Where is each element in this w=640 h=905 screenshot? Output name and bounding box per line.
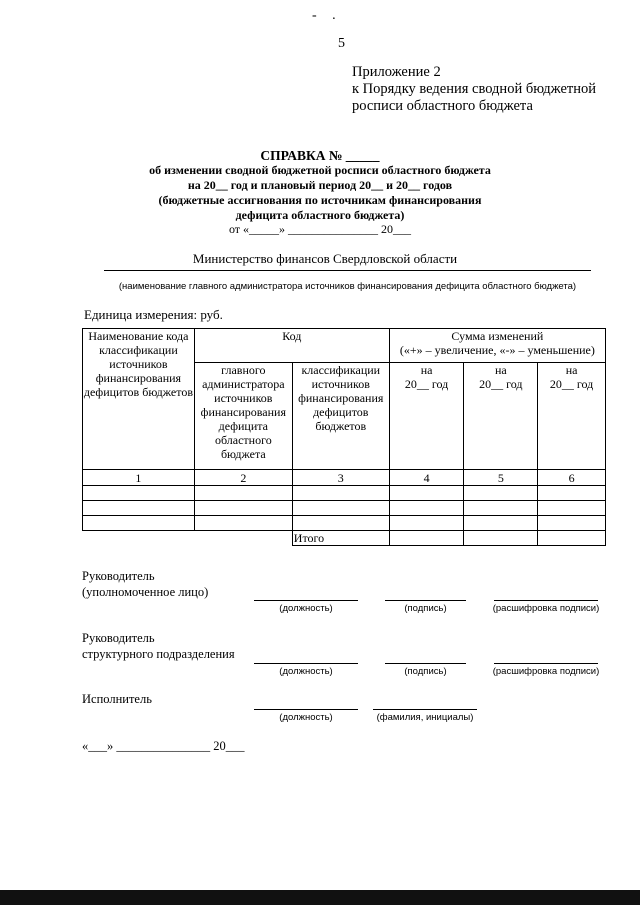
dept-decoding-caption: (расшифровка подписи) bbox=[492, 666, 600, 677]
title-date: от «_____» _______________ 20___ bbox=[228, 222, 412, 236]
cell bbox=[389, 501, 464, 516]
total-label: Итого bbox=[292, 531, 389, 546]
head-position-caption: (должность) bbox=[279, 603, 333, 614]
head-label-line-2: (уполномоченное лицо) bbox=[82, 585, 209, 599]
cell bbox=[389, 486, 464, 501]
cell bbox=[83, 486, 195, 501]
empty-cell bbox=[83, 531, 195, 546]
cell bbox=[464, 486, 538, 501]
header-code-admin: главного администратора источников финансирования дефицита областного бюджета bbox=[194, 363, 292, 470]
head-decoding-caption: (расшифровка подписи) bbox=[492, 603, 600, 614]
head-decoding-line bbox=[494, 600, 598, 601]
document-title bbox=[120, 148, 520, 223]
table-row bbox=[83, 486, 606, 501]
cell bbox=[292, 501, 389, 516]
scan-edge bbox=[0, 890, 640, 905]
header-sum-note: («+» – увеличение, «-» – уменьшение) bbox=[399, 343, 595, 357]
head-position-line bbox=[254, 600, 358, 601]
total-cell bbox=[464, 531, 538, 546]
dept-signature-line bbox=[385, 663, 466, 664]
footer-date: «___» _______________ 20___ bbox=[82, 739, 245, 753]
dept-label-line-2: структурного подразделения bbox=[82, 647, 235, 661]
ministry-name: Министерство финансов Свердловской области bbox=[192, 251, 458, 266]
head-signature-caption: (подпись) bbox=[404, 603, 447, 614]
col-num: 4 bbox=[389, 470, 464, 486]
header-code: Код bbox=[194, 329, 389, 363]
col-num: 3 bbox=[292, 470, 389, 486]
ministry-underline bbox=[104, 270, 591, 271]
head-signature-line bbox=[385, 600, 466, 601]
col-num: 6 bbox=[538, 470, 606, 486]
dept-position-line bbox=[254, 663, 358, 664]
year-prefix: на bbox=[420, 363, 433, 377]
cell bbox=[292, 516, 389, 531]
executor-name-caption: (фамилия, инициалы) bbox=[376, 712, 474, 723]
cell bbox=[83, 501, 195, 516]
appendix-note bbox=[352, 64, 596, 115]
executor-position-caption: (должность) bbox=[279, 712, 333, 723]
title-line-5: дефицита областного бюджета) bbox=[235, 208, 405, 222]
table-row bbox=[83, 516, 606, 531]
head-label-line-1: Руководитель bbox=[82, 569, 155, 583]
title-line-2: об изменении сводной бюджетной росписи областного бюджета bbox=[149, 163, 491, 177]
year-value: 20__ год bbox=[479, 377, 523, 391]
year-prefix: на bbox=[565, 363, 578, 377]
dept-decoding-line bbox=[494, 663, 598, 664]
header-sum-title: Сумма изменений bbox=[451, 329, 544, 343]
dept-position-caption: (должность) bbox=[279, 666, 333, 677]
changes-table bbox=[82, 328, 606, 546]
dept-signature-caption: (подпись) bbox=[404, 666, 447, 677]
col-num: 1 bbox=[83, 470, 195, 486]
title-line-4: (бюджетные ассигнования по источникам финансирования bbox=[158, 193, 482, 207]
scan-marks: - . bbox=[312, 8, 342, 23]
header-year-3 bbox=[538, 363, 606, 470]
total-row bbox=[83, 531, 606, 546]
header-year-2 bbox=[464, 363, 538, 470]
header-year-1 bbox=[389, 363, 464, 470]
appendix-line-3: росписи областного бюджета bbox=[352, 98, 533, 114]
total-cell bbox=[389, 531, 464, 546]
header-name: Наименование кода классификации источников финансирования дефицитов бюджетов bbox=[83, 329, 195, 470]
unit-of-measure: Единица измерения: руб. bbox=[84, 307, 223, 322]
title-line-3: на 20__ год и плановый период 20__ и 20__ годов bbox=[187, 178, 453, 192]
year-prefix: на bbox=[494, 363, 507, 377]
cell bbox=[389, 516, 464, 531]
cell bbox=[464, 516, 538, 531]
cell bbox=[538, 501, 606, 516]
col-num: 2 bbox=[194, 470, 292, 486]
cell bbox=[538, 516, 606, 531]
header-sum bbox=[389, 329, 605, 363]
year-value: 20__ год bbox=[404, 377, 449, 391]
cell bbox=[194, 516, 292, 531]
title-line-1: СПРАВКА № _____ bbox=[260, 148, 380, 163]
page-number: 5 bbox=[338, 36, 345, 51]
appendix-line-1: Приложение 2 bbox=[352, 64, 441, 80]
total-cell bbox=[538, 531, 606, 546]
column-number-row bbox=[83, 470, 606, 486]
header-code-class: классификации источников финансирования дефицитов бюджетов bbox=[292, 363, 389, 470]
dept-head-label bbox=[82, 630, 235, 662]
cell bbox=[292, 486, 389, 501]
year-value: 20__ год bbox=[549, 377, 594, 391]
table-row bbox=[83, 501, 606, 516]
cell bbox=[538, 486, 606, 501]
cell bbox=[194, 501, 292, 516]
executor-position-line bbox=[254, 709, 358, 710]
head-label bbox=[82, 568, 208, 600]
executor-name-line bbox=[373, 709, 477, 710]
cell bbox=[464, 501, 538, 516]
col-num: 5 bbox=[464, 470, 538, 486]
cell bbox=[83, 516, 195, 531]
cell bbox=[194, 486, 292, 501]
ministry-caption: (наименование главного администратора источников финансирования дефицита областного бюджета) bbox=[118, 281, 577, 292]
empty-cell bbox=[194, 531, 292, 546]
executor-label: Исполнитель bbox=[82, 692, 152, 706]
dept-label-line-1: Руководитель bbox=[82, 631, 155, 645]
appendix-line-2: к Порядку ведения сводной бюджетной bbox=[352, 81, 597, 97]
